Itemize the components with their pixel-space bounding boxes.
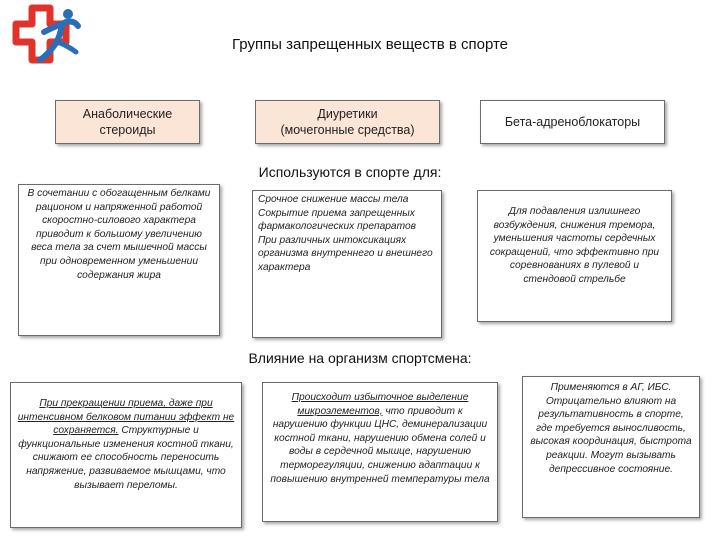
effect-underlined-text: Происходит избыточное выделение микроэлементов, [291, 392, 469, 417]
group-label: Диуретики [317, 107, 378, 121]
page-title: Группы запрещенных веществ в спорте [231, 36, 509, 53]
usage-diuretics-box [252, 190, 442, 338]
group-label: Анаболические стероиды [82, 107, 173, 137]
group-beta-blockers [480, 100, 665, 144]
group-anabolic-steroids [55, 100, 200, 144]
effect-text: Применяются в АГ, ИБС. Отрицательно влияют на результативность в спорте, где требуется выносливость, высокая координация, быстрота реакции. Могут вызывать депрессивное состояние. [530, 382, 692, 475]
effect-text: Структурные и функциональные изменения костной ткани, снижают ее способность переносить напряжение, развиваемое мышцами, что вызывает переломы. [18, 425, 234, 491]
effect-text: что приводит к нарушению функции ЦНС, деминерализации костной ткани, нарушению обмена солей и воды в сердечной мышце, нарушению терморегуляции, снижению адаптации к повышению внутренней температуры тела [270, 405, 490, 485]
group-sublabel: (мочегонные средства) [280, 123, 415, 137]
effect-anabolic-box [10, 382, 242, 528]
group-label: Бета-адреноблокаторы [504, 115, 641, 129]
usage-item: При различных интоксикациях организма внутреннего и внешнего характера [258, 234, 433, 273]
usage-text: Для подавления излишнего возбуждения, снижения тремора, уменьшения частоты сердечных сокращений, что эффективно при соревнованиях в пулевой и стендовой стрельбе [489, 206, 660, 285]
usage-item: Срочное снижение массы тела [258, 194, 409, 205]
section-effects-heading: Влияние на организм спортсмена: [248, 350, 472, 366]
usage-text: В сочетании с обогащенным белками рационом и напряженной работой скоростно-силового характера приводит к большому увеличению веса тела за счет мышечной массы при одновременном уменьшении содержания жира [27, 188, 211, 281]
usage-beta-box [477, 190, 672, 322]
effect-underlined-text: При прекращении приема, даже при интенсивном белковом питании эффект не сохраняется. [17, 398, 235, 437]
group-diuretics [255, 100, 440, 144]
effect-beta-box [522, 376, 700, 518]
usage-item: Сокрытие приема запрещенных фармакологических препаратов [258, 207, 416, 233]
effect-diuretics-box [262, 382, 498, 522]
medical-sport-logo-icon [4, 2, 104, 66]
usage-anabolic-box [18, 184, 220, 336]
section-usage-heading: Используются в спорте для: [258, 164, 442, 180]
